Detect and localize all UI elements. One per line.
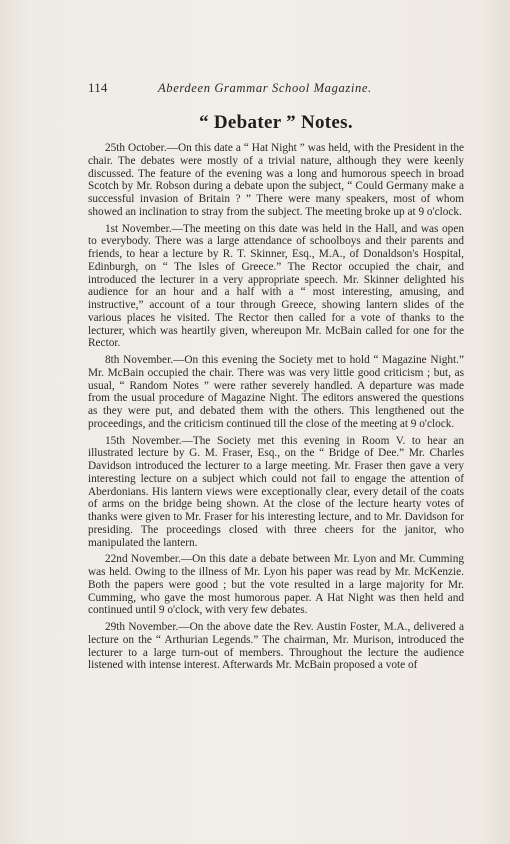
paragraph-1st-november: 1st November.—The meeting on this date was held in the Hall, and was open to everybody. There was a large attendance of schoolboys and their parents and friends, to hear a lecture by R. T. Skinner, Esq., M.A., of Donaldson's Hospital, Edinburgh, on “ The Isles of Greece.” The Rector occupied the chair, and introduced the lecturer in a very appropriate speech. Mr. Skinner delighted his audience for an hour and a half with a “ most interesting, amusing, and instructive,” account of a tour through Greece, showing lantern slides of the various places he visited. The Rector then called for a vote of thanks to the lecturer, which was heartily given, whereupon Mr. McBain called for one for the Rector. <box>88 222 464 350</box>
page-number: 114 <box>88 80 108 95</box>
page-header <box>88 80 464 96</box>
paragraph-8th-november: 8th November.—On this evening the Society met to hold “ Magazine Night.” Mr. McBain occupied the chair. There was was very little good criticism ; but, as usual, “ Random Notes ” were rather severely handled. A departure was made from the usual procedure of Magazine Night. The editors answered the questions as they were put, and debated them with the others. This lengthened out the proceedings, and the criticism continued till the close of the meeting at 9 o'clock. <box>88 354 464 430</box>
paragraph-29th-november: 29th November.—On the above date the Rev. Austin Foster, M.A., delivered a lecture on the “ Arthurian Legends.” The chairman, Mr. Murison, introduced the lecturer to a large turn-out of members. Throughout the lecture the audience listened with intense interest. Afterwards Mr. McBain proposed a vote of <box>88 621 464 672</box>
paragraph-25th-october: 25th October.—On this date a “ Hat Night ” was held, with the President in the chair. The debates were mostly of a trivial nature, although they were keenly discussed. The feature of the evening was a long and humorous speech in broad Scotch by Mr. Robson during a debate upon the subject, “ Could Germany make a successful invasion of Britain ? ” There were many speakers, most of whom showed an inclination to stray from the subject. The meeting broke up at 9 o'clock. <box>88 142 464 218</box>
paragraph-22nd-november: 22nd November.—On this date a debate between Mr. Lyon and Mr. Cumming was held. Owing to the illness of Mr. Lyon his paper was read by Mr. McKenzie. Both the papers were good ; but the vote resulted in a large majority for Mr. Cumming, who gave the most humorous paper. A Hat Night was then held and continued until 9 o'clock, with very few debates. <box>88 553 464 617</box>
article-body <box>88 142 464 676</box>
running-title: Aberdeen Grammar School Magazine. <box>158 81 372 95</box>
paragraph-15th-november: 15th November.—The Society met this evening in Room V. to hear an illustrated lecture by G. M. Fraser, Esq., on the “ Bridge of Dee.” Mr. Charles Davidson introduced the lecturer to a large meeting. Mr. Fraser then gave a very interesting lecture on a subject which could not fail to engage the attention of Aberdonians. His lantern views were exceptionally clear, every detail of the coats of arms on the bridge being shown. At the close of the lecture hearty votes of thanks were given to Mr. Fraser for his interesting lecture, and to Mr. Davidson for presiding. The proceedings closed with three cheers for the janitor, who manipulated the lantern. <box>88 434 464 549</box>
article-title: “ Debater ” Notes. <box>199 112 353 133</box>
